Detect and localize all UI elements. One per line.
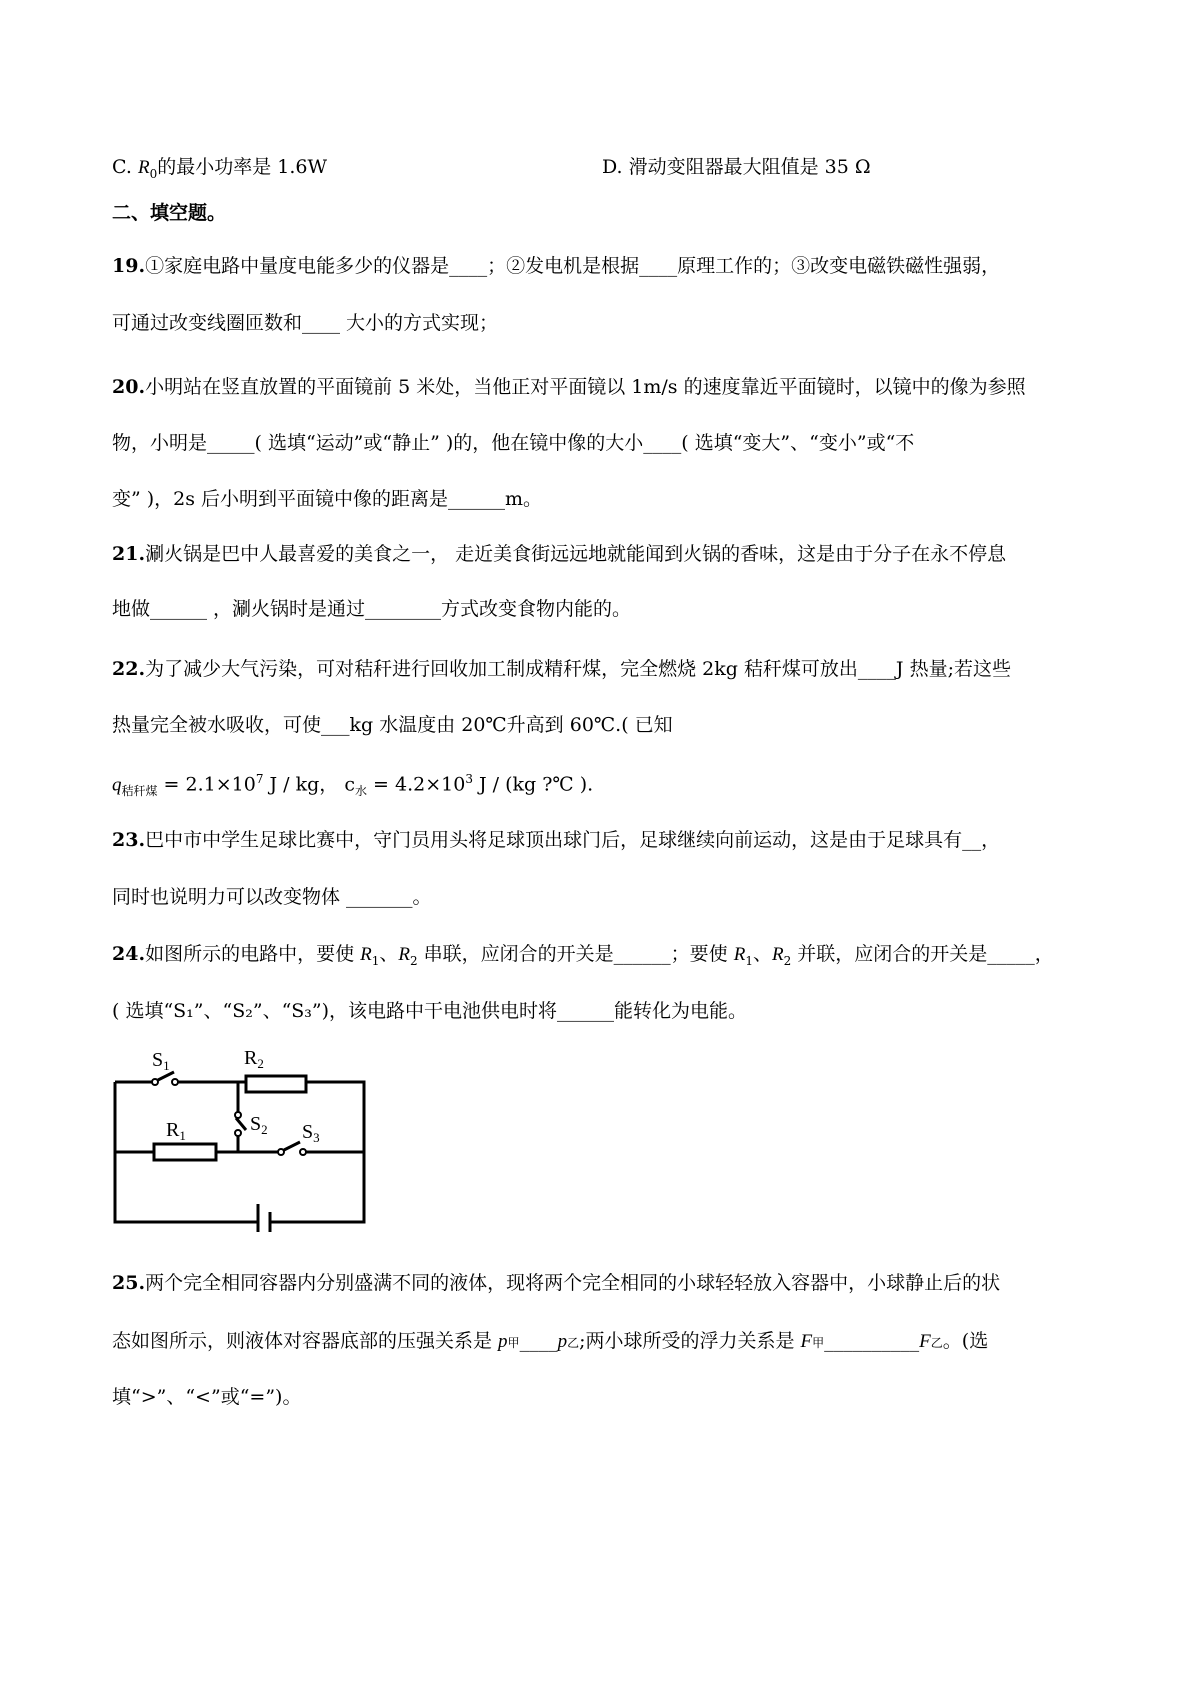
section-title: 二、填空题。 bbox=[112, 202, 227, 224]
option-c: C. $R_0$的最小功率是 1.6W bbox=[112, 156, 327, 181]
question-23-line-1: 23.巴中市中学生足球比赛中，守门员用头将足球顶出球门后，足球继续向前运动，这是由于足球具有__， bbox=[112, 829, 1001, 851]
label-r2: $R_2$ bbox=[244, 1047, 264, 1071]
label-s2: $S_2$ bbox=[250, 1113, 268, 1137]
question-24-line-2: ( 选填“S₁”、“S₂”、“S₃”)，该电路中干电池供电时将______能转化为电能。 bbox=[112, 1000, 748, 1022]
question-22-line-2: 热量完全被水吸收，可使___kg 水温度由 20℃升高到 60℃.( 已知 bbox=[112, 714, 673, 736]
question-21-line-2: 地做______ ，涮火锅时是通过________方式改变食物内能的。 bbox=[112, 598, 632, 620]
circuit-diagram bbox=[110, 1040, 370, 1232]
question-20-line-3: 变” )，2s 后小明到平面镜中像的距离是______m。 bbox=[112, 488, 543, 510]
question-23-line-2: 同时也说明力可以改变物体 _______。 bbox=[112, 886, 432, 908]
question-22-line-1: 22.为了减少大气污染，可对秸秆进行回收加工制成精秆煤，完全燃烧 2kg 秸秆煤可放出____J 热量;若这些 bbox=[112, 658, 1011, 680]
question-20-line-1: 20.小明站在竖直放置的平面镜前 5 米处，当他正对平面镜以 1m/s 的速度靠近平面镜时，以镜中的像为参照 bbox=[112, 376, 1026, 398]
option-d: D. 滑动变阻器最大阻值是 35 Ω bbox=[602, 156, 871, 178]
label-r1: $R_1$ bbox=[166, 1119, 186, 1143]
question-22-formula: $q_{秸秆煤} = 2.1\times 10^7$ J / kg， $c_水 = 4.2\times 10^3$ J / (kg ?℃ ). bbox=[112, 772, 594, 799]
question-24-line-1: 24.如图所示的电路中，要使 $R_1$、$R_2$ 串联，应闭合的开关是______；要使 $R_1$、$R_2$ 并联，应闭合的开关是_____， bbox=[112, 943, 1054, 968]
r0-symbol: R bbox=[137, 157, 150, 178]
question-25-line-3: 填“>”、“<”或“=”)。 bbox=[112, 1386, 302, 1408]
question-20-line-2: 物，小明是_____( 选填“运动”或“静止” )的，他在镜中像的大小____( 选填“变大”、“变小”或“不 bbox=[112, 432, 915, 454]
question-21-line-1: 21.涮火锅是巴中人最喜爱的美食之一， 走近美食街远远地就能闻到火锅的香味，这是由于分子在永不停息 bbox=[112, 543, 1007, 565]
question-19-line-1: 19.①家庭电路中量度电能多少的仪器是____；②发电机是根据____原理工作的；③改变电磁铁磁性强弱， bbox=[112, 255, 1001, 277]
label-s1: $S_1$ bbox=[152, 1049, 170, 1073]
question-25-line-1: 25.两个完全相同容器内分别盛满不同的液体，现将两个完全相同的小球轻轻放入容器中，小球静止后的状 bbox=[112, 1272, 1001, 1294]
question-25-line-2: 态如图所示，则液体对容器底部的压强关系是 p甲____p乙;两小球所受的浮力关系是 F甲__________F乙。(选 bbox=[112, 1330, 989, 1352]
label-s3: $S_3$ bbox=[302, 1121, 320, 1145]
question-19-line-2: 可通过改变线圈匝数和____ 大小的方式实现； bbox=[112, 312, 499, 334]
